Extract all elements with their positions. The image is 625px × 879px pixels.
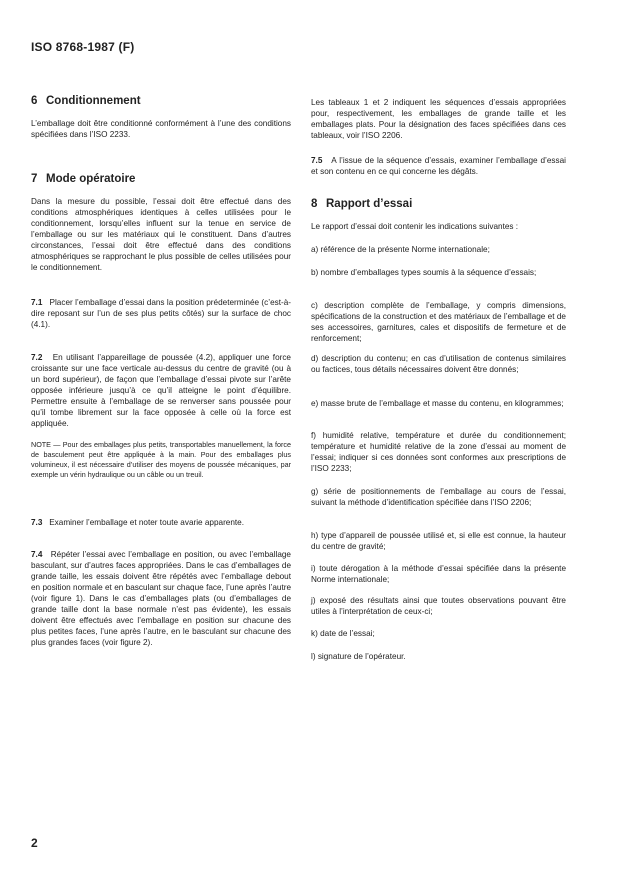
report-item-d: d) description du contenu; en cas d’utilisation de contenus similaires ou factices, tous détails nécessaires doivent être donnés; — [311, 354, 566, 374]
clause-7-2-number: 7.2 — [31, 353, 43, 362]
document-header: ISO 8768-1987 (F) — [31, 40, 135, 54]
clause-7-2-note: NOTE — Pour des emballages plus petits, transportables manuellement, la force de basculement peut être appliquée à la main. Pour des emballages plus volumineux, il est nécessaire d’utiliser des moyens de poussée mécaniques, par exemple un vérin hydraulique ou un câble ou un treuil. — [31, 440, 291, 479]
section-6-heading — [31, 95, 141, 107]
section-8-title: Rapport d’essai — [326, 198, 413, 210]
section-7-title: Mode opératoire — [46, 173, 136, 185]
report-item-h: h) type d’appareil de poussée utilisé et, si elle est connue, la hauteur du centre de gravité; — [311, 531, 566, 551]
clause-7-4-text: Répéter l’essai avec l’emballage en position, ou avec l’emballage basculant, sur d’autres faces appropriées. Dans le cas d’emballages de grande taille, les essais doivent être répétés avec l’emballage debout en position normale et en basculant sur chaque face, l’une après l’autre (voir figure 1). Dans le cas d’emballages plats (ou d’emballages de grande taille dont la base normale n’est pas évidente), les essais doivent être effectués avec l’emballage en position sur chacune des plus petites faces, l’une après l’autre, en le basculant sur chacune des plus grandes faces (voir figure 2). — [31, 550, 291, 647]
report-item-i: i) toute dérogation à la méthode d’essai spécifiée dans la présente Norme internationale; — [311, 564, 566, 584]
clause-7-3 — [31, 517, 291, 528]
clause-7-2-text: En utilisant l’appareillage de poussée (4.2), appliquer une force croissante sur une face verticale au-dessus du centre de gravité (ou à un bord supérieur), de façon que l’emballage d’essai pivote sur l’arête opposée inférieure jusqu’à ce qu’il atteigne le point d’équilibre. Permettre ensuite à l’emballage de se renverser sans poussée pour qu’il tombe librement sur la face opposée à celle où la force est appliquée. — [31, 353, 291, 428]
report-item-b: b) nombre d’emballages types soumis à la séquence d’essais; — [311, 268, 537, 277]
clause-7-5-text: A l’issue de la séquence d’essais, examiner l’emballage d’essai et son contenu en ce qui concerne les dégâts. — [311, 156, 566, 176]
clause-7-3-text: Examiner l’emballage et noter toute avarie apparente. — [49, 518, 245, 527]
section-8-intro: Le rapport d’essai doit contenir les indications suivantes : — [311, 222, 519, 231]
clause-7-1-number: 7.1 — [31, 298, 43, 307]
report-item-a: a) référence de la présente Norme internationale; — [311, 245, 490, 254]
clause-7-4-number: 7.4 — [31, 550, 43, 559]
section-8-number: 8 — [311, 198, 318, 210]
report-item-e: e) masse brute de l’emballage et masse du contenu, en kilogrammes; — [311, 399, 564, 408]
page-number: 2 — [31, 836, 38, 850]
clause-7-5 — [311, 155, 566, 177]
section-7-number: 7 — [31, 173, 38, 185]
clause-7-3-number: 7.3 — [31, 518, 43, 527]
section-6-paragraph: L’emballage doit être conditionné conformément à l’une des conditions spécifiées dans l’ISO 2233. — [31, 119, 291, 139]
clause-7-1-text: Placer l’emballage d’essai dans la position prédeterminée (c’est-à-dire reposant sur l’un de ses plus petits côtés) sur la surface de choc (4.1). — [31, 298, 291, 329]
clause-7-4-continued: Les tableaux 1 et 2 indiquent les séquences d’essais appropriées pour, respectivement, les emballages de grande taille et les emballages plats. Pour la désignation des faces spécifiées dans ces tableaux, voir l’ISO 2206. — [311, 98, 566, 140]
report-item-k: k) date de l’essai; — [311, 629, 375, 638]
clause-7-4 — [31, 549, 291, 648]
section-6-title: Conditionnement — [46, 95, 141, 107]
section-6-number: 6 — [31, 95, 38, 107]
report-item-f: f) humidité relative, température et durée du conditionnement; température et humidité relative de la zone d’essai au moment de l’essai; indiquer si ces données sont conformes aux prescriptions de l’ISO 2233; — [311, 431, 566, 473]
clause-7-5-number: 7.5 — [311, 156, 323, 165]
section-7-intro: Dans la mesure du possible, l’essai doit être effectué dans des conditions atmosphériques identiques à celles utilisées pour le conditionnement, lorsqu’elles influent sur la tenue en service de l’emballage ou sur les matériaux qui le constituent. Dans d’autres circonstances, l’essai doit être effectué dans des conditions atmosphériques se rapprochant le plus possible de celles utilisées pour le conditionnement. — [31, 197, 291, 272]
report-item-g: g) série de positionnements de l’emballage au cours de l’essai, suivant la méthode d’identification spécifiée dans l’ISO 2206; — [311, 487, 566, 507]
report-item-c: c) description complète de l’emballage, y compris dimensions, spécifications de la construction et des matériaux de l’emballage et de ses accessoires, garnitures, cales et dispositifs de fermeture et de renforcement; — [311, 301, 566, 343]
clause-7-1 — [31, 297, 291, 330]
report-item-j: j) exposé des résultats ainsi que toutes observations pouvant être utiles à l’interprétation de ceux-ci; — [311, 596, 566, 616]
section-8-heading — [311, 198, 412, 210]
report-item-l: l) signature de l’opérateur. — [311, 652, 406, 661]
clause-7-2 — [31, 352, 291, 429]
section-7-heading — [31, 173, 135, 185]
